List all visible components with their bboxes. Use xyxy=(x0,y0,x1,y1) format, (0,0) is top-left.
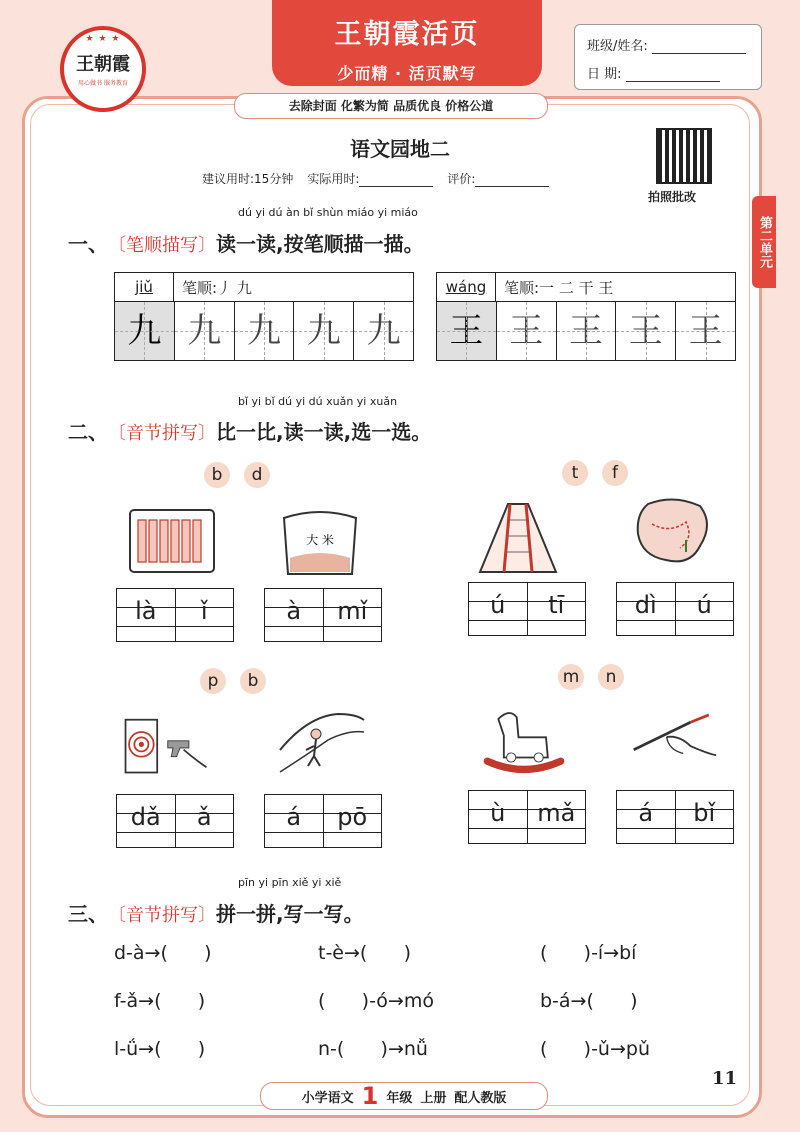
class-name-field[interactable] xyxy=(652,53,746,54)
answer-box-climb[interactable] xyxy=(264,794,382,848)
spelling-exercise[interactable]: t-è→( ) xyxy=(318,942,411,964)
stroke-order: 笔顺:丿 九 xyxy=(182,278,252,297)
syllable-part: ǐ xyxy=(200,597,208,625)
logo-name: 王朝霞 xyxy=(76,54,130,75)
letter-option[interactable]: b xyxy=(204,462,230,488)
stroke-order: 笔顺:一 二 干 王 xyxy=(504,278,614,297)
evaluation-field[interactable] xyxy=(475,186,549,187)
section3-number: 三、 xyxy=(68,902,108,926)
brand-logo xyxy=(60,26,146,112)
spelling-exercise[interactable]: ( )-ǔ→pǔ xyxy=(540,1038,650,1060)
letter-option[interactable]: m xyxy=(558,664,584,690)
section3-heading xyxy=(68,898,364,927)
syllable-part: ù xyxy=(490,799,506,827)
date-field[interactable] xyxy=(626,81,720,82)
svg-text:大 米: 大 米 xyxy=(306,533,334,547)
escalator-icon xyxy=(474,500,562,574)
rice-bag-icon xyxy=(276,504,364,578)
student-info-box xyxy=(574,24,762,90)
stroke-box-jiu xyxy=(114,272,414,361)
spelling-exercise[interactable]: n-( )→nǚ xyxy=(318,1038,428,1060)
stroke-box-pinyin: jiǔ xyxy=(115,273,174,301)
letter-option[interactable]: b xyxy=(240,668,266,694)
answer-box-map[interactable] xyxy=(616,582,734,636)
section3-pinyin: pīn yi pīn xiě yi xiě xyxy=(238,876,342,889)
trace-cell[interactable]: 王 xyxy=(676,302,735,360)
suggested-time: 建议用时:15分钟 xyxy=(202,172,294,186)
section3-tag: 〔音节拼写〕 xyxy=(108,905,216,926)
qr-code-icon[interactable] xyxy=(656,128,712,184)
shooting-target-icon xyxy=(122,710,210,784)
answer-box-horse[interactable] xyxy=(468,790,586,844)
syllable-part: à xyxy=(286,597,302,625)
letter-choices xyxy=(558,664,624,690)
trace-cell[interactable]: 王 xyxy=(437,302,497,360)
trace-cell[interactable]: 九 xyxy=(175,302,235,360)
footer-term: 上册 xyxy=(420,1090,447,1106)
crayons-icon xyxy=(128,504,216,578)
section2-number: 二、 xyxy=(68,420,108,444)
syllable-part: bǐ xyxy=(693,799,716,827)
answer-box-crayon[interactable] xyxy=(116,588,234,642)
answer-box-rice[interactable] xyxy=(264,588,382,642)
section3-instruction: 拼一拼,写一写。 xyxy=(216,902,364,926)
spelling-exercise[interactable]: l-ǘ→( ) xyxy=(114,1038,206,1060)
trace-cell[interactable]: 九 xyxy=(235,302,295,360)
trace-cell[interactable]: 九 xyxy=(294,302,354,360)
section2-pinyin: bǐ yi bǐ dú yi dú xuǎn yi xuǎn xyxy=(238,395,398,408)
letter-option[interactable]: f xyxy=(602,460,628,486)
spelling-exercise[interactable]: f-ǎ→( ) xyxy=(114,990,206,1012)
banner-title: 王朝霞活页 xyxy=(334,19,480,50)
syllable-part: mǎ xyxy=(537,799,576,827)
letter-option[interactable]: t xyxy=(562,460,588,486)
letter-choices xyxy=(204,462,270,488)
section2-tag: 〔音节拼写〕 xyxy=(108,423,216,444)
spelling-exercise[interactable]: ( )-í→bí xyxy=(540,942,637,964)
stroke-box-wang xyxy=(436,272,736,361)
spelling-exercise[interactable]: d-à→( ) xyxy=(114,942,212,964)
syllable-part: dì xyxy=(634,591,657,619)
slogan: 去除封面 化繁为简 品质优良 价格公道 xyxy=(234,93,548,119)
hand-pen-icon xyxy=(630,710,718,784)
rocking-horse-icon xyxy=(480,704,568,778)
footer-subject: 小学语文 xyxy=(301,1090,354,1106)
footer-edition: 配人教版 xyxy=(454,1090,507,1106)
letter-option[interactable]: n xyxy=(598,664,624,690)
map-icon xyxy=(630,494,718,568)
section2-heading xyxy=(68,416,431,445)
actual-time-field[interactable] xyxy=(359,186,433,187)
trace-cell[interactable]: 王 xyxy=(557,302,617,360)
syllable-part: á xyxy=(638,799,654,827)
syllable-part: tī xyxy=(548,591,565,619)
page-number: 11 xyxy=(712,1068,738,1089)
qr-label: 拍照批改 xyxy=(648,190,697,204)
spelling-exercise[interactable]: ( )-ó→mó xyxy=(318,990,434,1012)
syllable-part: là xyxy=(135,597,157,625)
footer-grade-number: 1 xyxy=(361,1082,379,1110)
letter-choices xyxy=(200,668,266,694)
answer-box-escalator[interactable] xyxy=(468,582,586,636)
banner-subtitle: 少而精 · 活页默写 xyxy=(337,64,477,83)
answer-box-pen[interactable] xyxy=(616,790,734,844)
trace-cell[interactable]: 九 xyxy=(354,302,413,360)
section1-tag: 〔笔顺描写〕 xyxy=(108,235,216,256)
syllable-part: mǐ xyxy=(337,597,368,625)
stroke-box-pinyin: wáng xyxy=(437,273,496,301)
section2-instruction: 比一比,读一读,选一选。 xyxy=(216,420,432,444)
syllable-part: ú xyxy=(490,591,506,619)
syllable-part: á xyxy=(286,803,302,831)
class-name-label: 班级/姓名: xyxy=(587,39,648,54)
syllable-part: pō xyxy=(337,803,368,831)
answer-box-target[interactable] xyxy=(116,794,234,848)
star-icon: ★ ★ ★ xyxy=(85,34,121,44)
spelling-exercise[interactable]: b-á→( ) xyxy=(540,990,638,1012)
actual-time-label: 实际用时: xyxy=(307,172,360,186)
trace-cell[interactable]: 王 xyxy=(616,302,676,360)
page-title: 语文园地二 xyxy=(350,137,450,161)
unit-side-tab: 第二单元 xyxy=(752,196,776,288)
section1-heading xyxy=(68,228,424,257)
section1-number: 一、 xyxy=(68,232,108,256)
section1-instruction: 读一读,按笔顺描一描。 xyxy=(216,232,424,256)
trace-cell[interactable]: 九 xyxy=(115,302,175,360)
syllable-part: dǎ xyxy=(130,803,161,831)
timing-row xyxy=(202,170,549,187)
letter-option[interactable]: p xyxy=(200,668,226,694)
footer-badge xyxy=(260,1082,548,1110)
syllable-part: ǎ xyxy=(196,803,212,831)
section1-pinyin: dú yi dú àn bǐ shùn miáo yi miáo xyxy=(238,206,418,219)
climbing-icon xyxy=(278,710,366,784)
trace-cell[interactable]: 王 xyxy=(497,302,557,360)
letter-option[interactable]: d xyxy=(244,462,270,488)
date-label: 日 期: xyxy=(587,67,622,82)
letter-choices xyxy=(562,460,628,486)
logo-motto: 用心做书 服务教育 xyxy=(78,80,128,87)
evaluation-label: 评价: xyxy=(447,172,476,186)
top-banner xyxy=(272,0,542,86)
footer-grade: 年级 xyxy=(386,1090,413,1106)
syllable-part: ú xyxy=(696,591,712,619)
